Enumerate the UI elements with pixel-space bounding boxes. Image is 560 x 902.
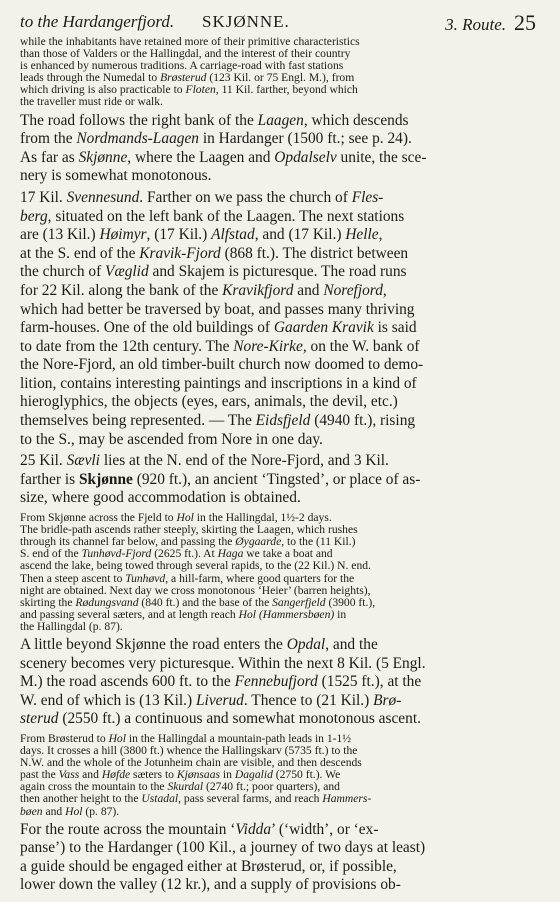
header-left-title: to the Hardangerfjord. bbox=[20, 12, 175, 31]
paragraph-p5 bbox=[20, 512, 536, 633]
text-line: for 22 Kil. along the bank of the Kravikfjord and Norefjord, bbox=[20, 281, 387, 299]
text-line: N.W. and the whole of the Jotunheim chain are visible, and then descends bbox=[20, 756, 362, 770]
paragraph-p7 bbox=[20, 733, 536, 818]
text-line: skirting the Rødungsvand (840 ft.) and the base of the Sangerfjeld (3900 ft.), bbox=[20, 595, 376, 609]
text-line: a guide should be engaged either at Brøsterud, or, if possible, bbox=[20, 857, 397, 875]
page-number: 25 bbox=[514, 10, 536, 35]
text-line: hieroglyphics, the objects (eyes, ears, animals, the devil, etc.) bbox=[20, 393, 398, 411]
text-line: to date from the 12th century. The Nore-Kirke, on the W. bank of bbox=[20, 337, 420, 355]
text-line: through its channel far below, and passing the Øygaarde, to the (11 Kil.) bbox=[20, 535, 356, 549]
text-line: night are obtained. Next day we cross monotonous ‘Heier’ (barren heights), bbox=[20, 583, 371, 597]
text-line: ascend the lake, being towed through several rapids, to the (22 Kil.) N. end. bbox=[20, 559, 371, 573]
text-line: and passing several sæters, and at length reach Hol (Hammersbøen) in bbox=[20, 607, 347, 621]
paragraph-p8 bbox=[20, 821, 536, 895]
text-line: 25 Kil. Sævli lies at the N. end of the Nore-Fjord, and 3 Kil. bbox=[20, 452, 389, 470]
text-line: A little beyond Skjønne the road enters the Opdal, and the bbox=[20, 635, 378, 653]
text-line: the Hallingdal (p. 87). bbox=[20, 619, 123, 633]
text-line: days. It crosses a hill (3800 ft.) whence the Hallingskarv (5735 ft.) to the bbox=[20, 744, 358, 758]
text-line: which had better be traversed by boat, and passes many thriving bbox=[20, 300, 415, 318]
text-line: while the inhabitants have retained more of their primitive characteristics bbox=[20, 35, 360, 48]
paragraph-p4 bbox=[20, 452, 536, 508]
text-line: to the S., may be ascended from Nore in one day. bbox=[20, 430, 323, 448]
text-line: the church of Væglid and Skajem is picturesque. The road runs bbox=[20, 263, 407, 281]
paragraph-p1 bbox=[20, 36, 536, 109]
header-right bbox=[445, 10, 536, 36]
book-page bbox=[20, 10, 536, 895]
text-line: which driving is also practicable to Floten, 11 Kil. farther, beyond which bbox=[20, 83, 358, 97]
body-text bbox=[20, 36, 536, 895]
text-line: size, where good accommodation is obtained. bbox=[20, 489, 301, 507]
text-line: As far as Skjønne, where the Laagen and Opdalselv unite, the sce- bbox=[20, 148, 427, 166]
text-line: scenery becomes very picturesque. Within the next 8 Kil. (5 Engl. bbox=[20, 654, 426, 672]
text-line: than those of Valders or the Hallingdal, and the interest of their country bbox=[20, 47, 351, 61]
text-line: are (13 Kil.) Høimyr, (17 Kil.) Alfstad, and (17 Kil.) Helle, bbox=[20, 226, 383, 244]
text-line: nery is somewhat monotonous. bbox=[20, 167, 212, 185]
text-line: bøen and Hol (p. 87). bbox=[20, 804, 120, 818]
text-line: themselves being represented. — The Eidsfjeld (4940 ft.), rising bbox=[20, 412, 416, 430]
text-line: For the route across the mountain ‘Vidda’ (‘width’, or ‘ex- bbox=[20, 820, 379, 838]
paragraph-p2 bbox=[20, 112, 536, 186]
text-line: past the Vass and Høfde sæters to Kjønsaas in Dagalid (2750 ft.). We bbox=[20, 768, 341, 782]
text-line: W. end of which is (13 Kil.) Liverud. Thence to (21 Kil.) Brø- bbox=[20, 691, 402, 709]
paragraph-p6 bbox=[20, 636, 536, 729]
text-line: the traveller must ride or walk. bbox=[20, 95, 163, 109]
text-line: at the S. end of the Kravik-Fjord (868 ft.). The district between bbox=[20, 244, 409, 262]
text-line: The road follows the right bank of the Laagen, which descends bbox=[20, 111, 409, 129]
text-line: M.) the road ascends 600 ft. to the Fennebufjord (1525 ft.), at the bbox=[20, 673, 422, 691]
header-center-title: SKJØNNE. bbox=[202, 12, 290, 31]
header-route: 3. Route. bbox=[445, 15, 506, 34]
text-line: farm-houses. One of the old buildings of Gaarden Kravik is said bbox=[20, 319, 417, 337]
text-line: sterud (2550 ft.) a continuous and somewhat monotonous ascent. bbox=[20, 710, 421, 728]
text-line: lower down the valley (12 kr.), and a supply of provisions ob- bbox=[20, 876, 401, 894]
text-line: again cross the mountain to the Skurdal (2740 ft.; poor quarters), and bbox=[20, 780, 340, 794]
text-line: panse’) to the Hardanger (100 Kil., a journey of two days at least) bbox=[20, 839, 426, 857]
text-line: From Brøsterud to Hol in the Hallingdal a mountain-path leads in 1-1½ bbox=[20, 731, 352, 745]
text-line: then another height to the Ustadal, pass several farms, and reach Hammers- bbox=[20, 792, 372, 806]
text-line: the Nore-Fjord, an old timber-built church now doomed to demo- bbox=[20, 356, 424, 374]
text-line: S. end of the Tunhøvd-Fjord (2625 ft.). At Haga we take a boat and bbox=[20, 547, 333, 561]
text-line: berg, situated on the left bank of the Laagen. The next stations bbox=[20, 207, 405, 225]
text-line: 17 Kil. Svennesund. Farther on we pass the church of Fles- bbox=[20, 188, 384, 206]
text-line: From Skjønne across the Fjeld to Hol in the Hallingdal, 1½-2 days. bbox=[20, 511, 332, 525]
text-line: leads through the Numedal to Brøsterud (123 Kil. or 75 Engl. M.), from bbox=[20, 71, 355, 85]
text-line: is enhanced by numerous traditions. A carriage-road with fast stations bbox=[20, 59, 344, 73]
text-line: farther is Skjønne (920 ft.), an ancient ‘Tingsted’, or place of as- bbox=[20, 470, 421, 488]
text-line: Then a steep ascent to Tunhøvd, a hill-farm, where good quarters for the bbox=[20, 571, 355, 585]
running-header bbox=[20, 10, 536, 36]
text-line: The bridle-path ascends rather steeply, skirting the Laagen, which rushes bbox=[20, 523, 358, 537]
paragraph-p3 bbox=[20, 189, 536, 449]
text-line: from the Nordmands-Laagen in Hardanger (1500 ft.; see p. 24). bbox=[20, 130, 412, 148]
text-line: lition, contains interesting paintings and inscriptions in a kind of bbox=[20, 374, 417, 392]
